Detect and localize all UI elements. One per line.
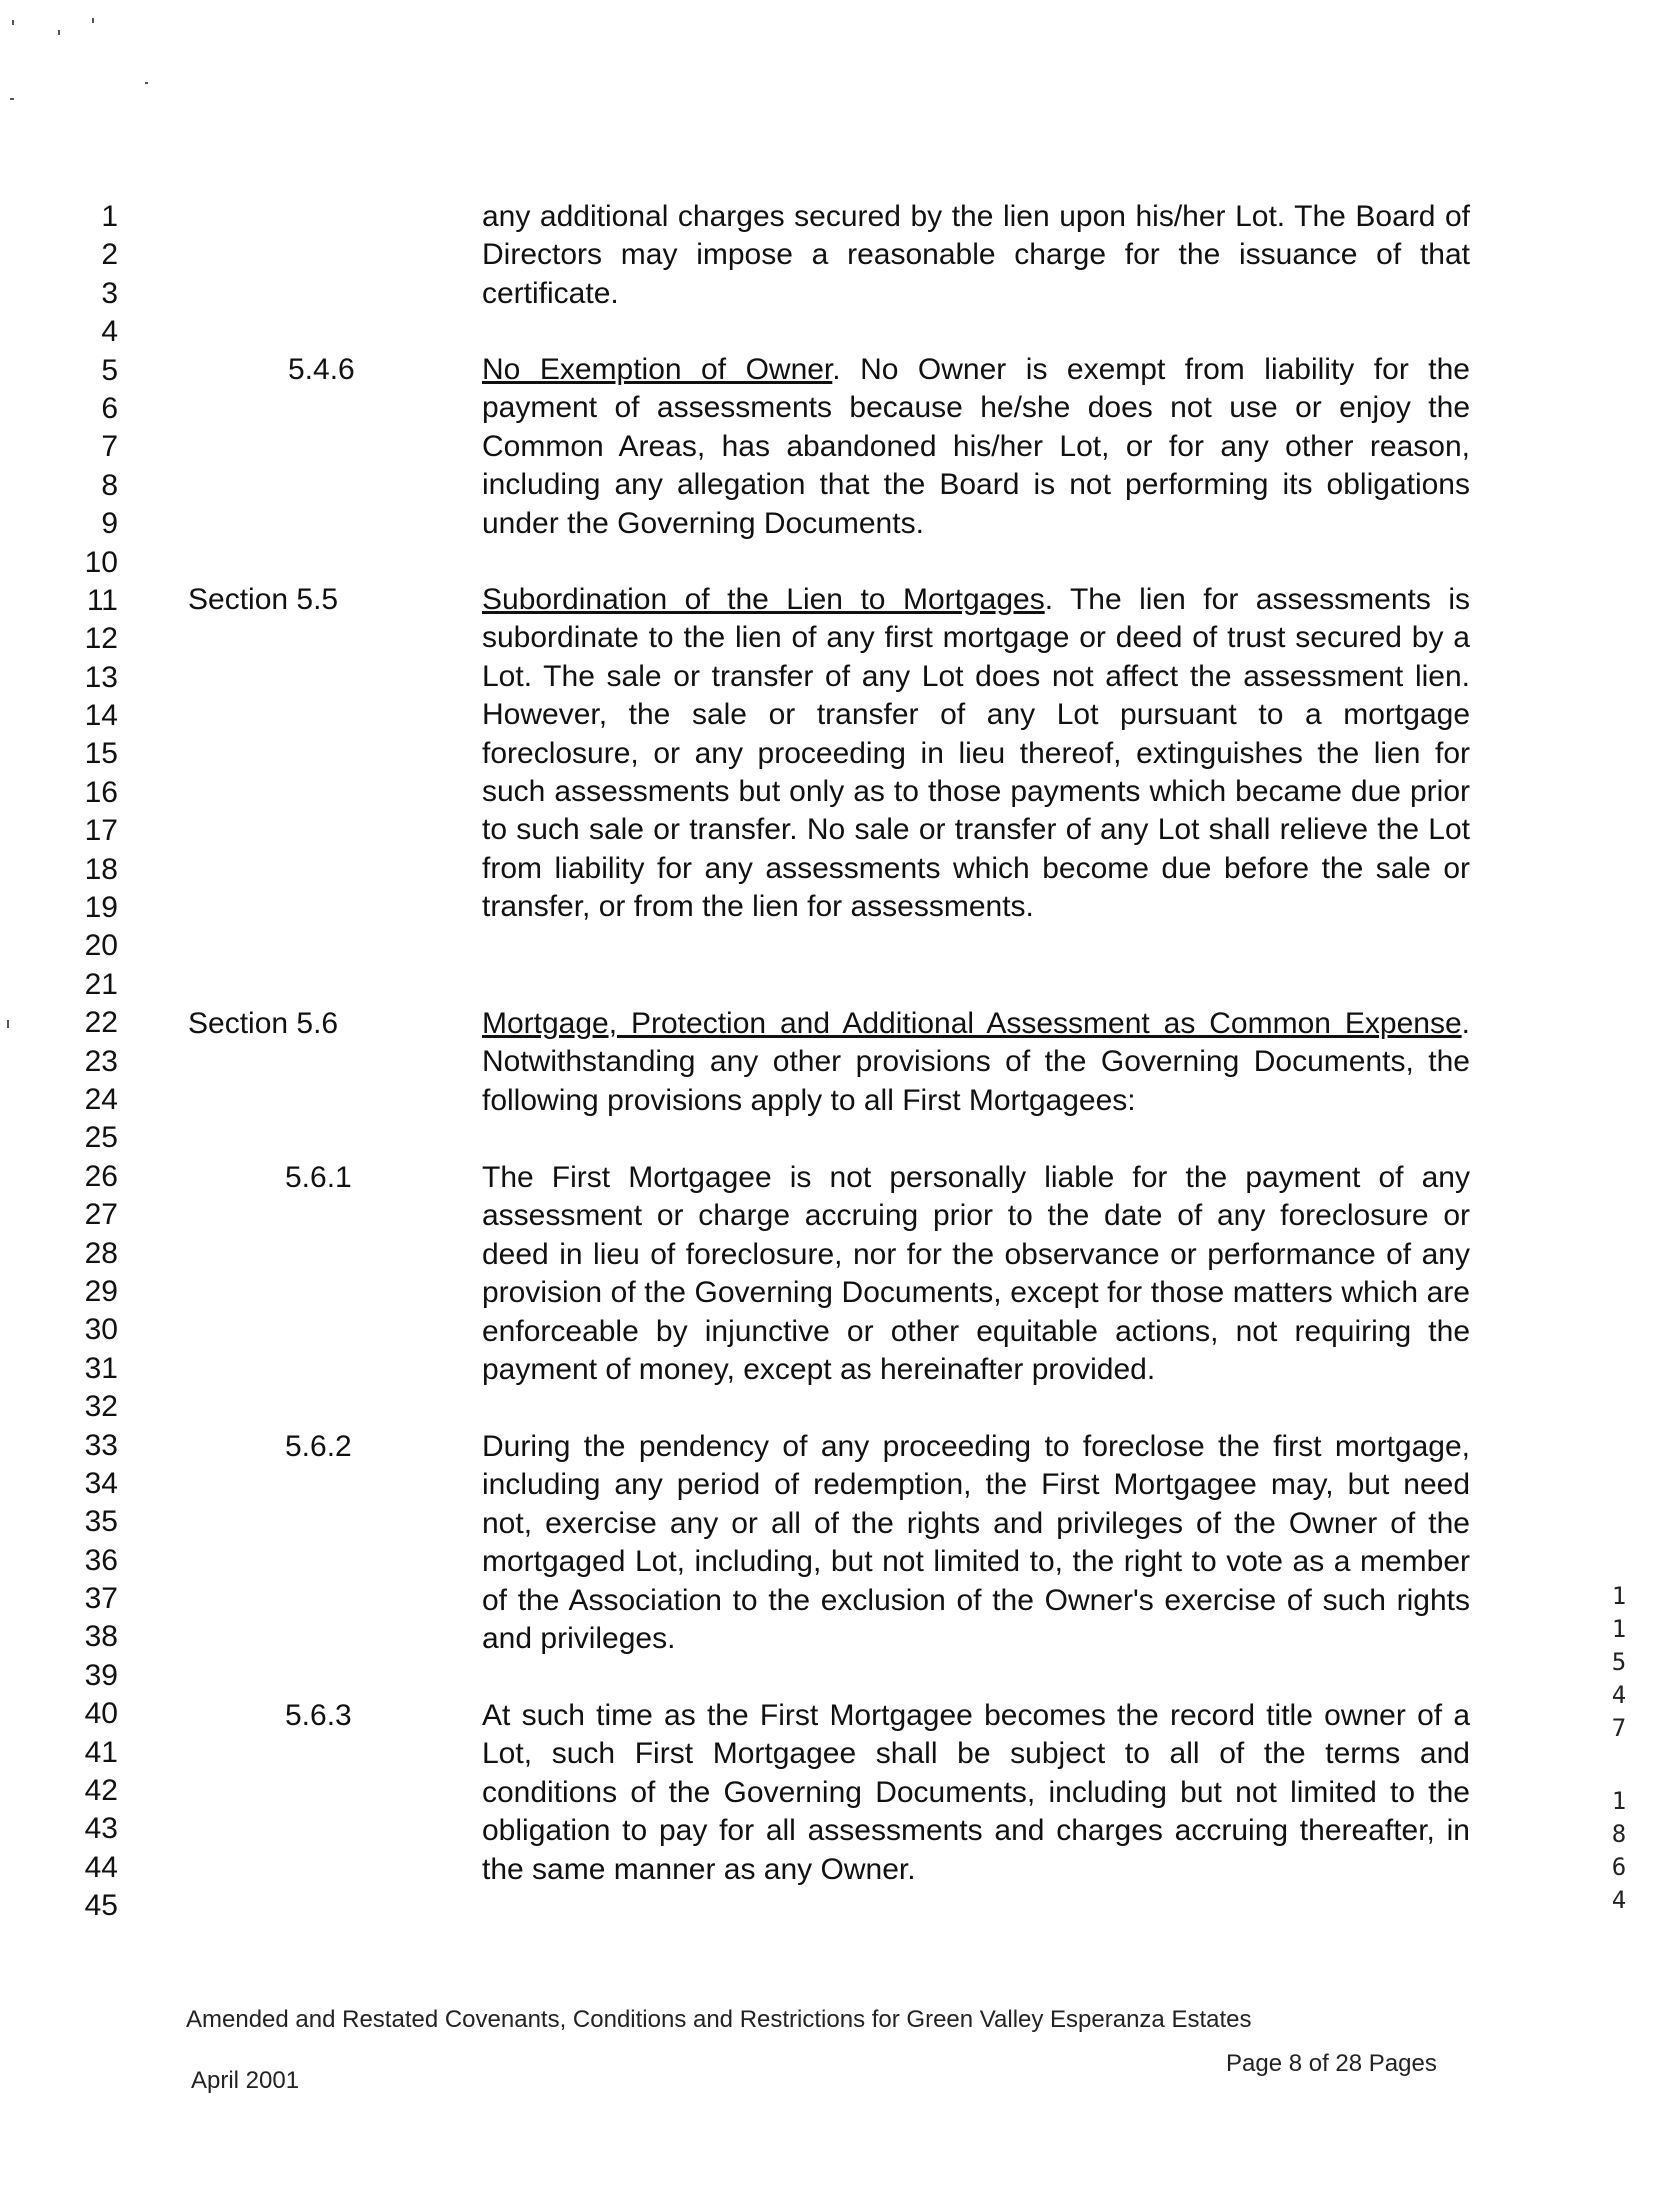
paragraph-5-6-1: The First Mortgagee is not personally liable for the payment of any assessment or charge accruing prior to the date of any foreclosure or deed in lieu of foreclosure, nor for the observance or performance of any provision of the Governing Documents, except for those matters which are enforceable by injunctive or other equitable actions, not requiring the payment of money, except as hereinafter provided.	[482, 1161, 1470, 1387]
scan-speck	[12, 20, 14, 25]
line-number: 29	[84, 1274, 118, 1308]
line-number: 10	[84, 545, 118, 579]
line-number: 16	[84, 775, 118, 809]
recording-stamp	[1608, 1580, 1630, 1917]
section-label-5-6-3: 5.6.3	[285, 1699, 352, 1732]
stamp-digit: 1	[1611, 1615, 1627, 1643]
scan-speck	[58, 30, 60, 35]
line-number: 6	[101, 391, 118, 425]
stamp-gap	[1608, 1745, 1630, 1785]
line-number: 43	[84, 1812, 118, 1846]
paragraph-5-6-3: At such time as the First Mortgagee becomes the record title owner of a Lot, such First Mortgagee shall be subject to all of the terms and conditions of the Governing Documents, including but not limited to the obligation to pay for all assessments and charges accruing thereafter, in the same manner as any Owner.	[482, 1699, 1470, 1886]
line-number: 3	[101, 276, 118, 310]
section-label-5-4-6: 5.4.6	[288, 353, 355, 386]
scan-speck	[145, 82, 148, 84]
line-number: 26	[84, 1159, 118, 1193]
stamp-digit: 1	[1611, 1582, 1627, 1610]
continuation-paragraph: any additional charges secured by the lien upon his/her Lot. The Board of Directors may impose a reasonable charge for the issuance of that certificate.	[482, 200, 1470, 310]
line-number: 30	[84, 1313, 118, 1347]
line-number: 45	[84, 1889, 118, 1923]
line-number: 36	[84, 1543, 118, 1577]
paragraph-title: Subordination of the Lien to Mortgages	[482, 583, 1045, 616]
line-number: 4	[101, 315, 118, 349]
line-number: 20	[84, 929, 118, 963]
scan-speck	[10, 98, 14, 100]
line-number: 15	[84, 737, 118, 771]
line-number: 8	[101, 468, 118, 502]
line-number: 11	[86, 583, 118, 617]
line-number: 28	[84, 1236, 118, 1270]
paragraph-5-4-6	[482, 351, 1470, 543]
line-number: 40	[84, 1697, 118, 1731]
line-number: 1	[101, 200, 118, 233]
stamp-digit: 4	[1611, 1681, 1627, 1709]
stamp-digit: 6	[1611, 1853, 1627, 1881]
line-number: 35	[84, 1505, 118, 1539]
line-number: 41	[84, 1735, 118, 1769]
scan-speck	[92, 18, 94, 23]
line-number: 14	[84, 699, 118, 733]
line-number: 25	[84, 1121, 118, 1155]
line-number: 42	[84, 1774, 118, 1808]
line-number: 17	[84, 814, 118, 848]
line-number: 32	[84, 1390, 118, 1424]
scan-speck	[7, 1020, 9, 1028]
paragraph-body: . No Owner is exempt from liability for the payment of assessments because he/she does not use or enjoy the Common Areas, has abandoned his/her Lot, or for any other reason, including any allegation that the Board is not performing its obligations under the Governing Documents.	[482, 353, 1470, 540]
line-number: 27	[84, 1198, 118, 1232]
line-number: 33	[84, 1428, 118, 1462]
line-number: 9	[101, 507, 118, 541]
line-number: 22	[84, 1006, 118, 1040]
line-number: 44	[84, 1850, 118, 1884]
paragraph-5-6	[482, 1005, 1470, 1120]
line-number: 12	[84, 622, 118, 656]
paragraph-body: . Notwithstanding any other provisions of the Governing Documents, the following provisions apply to all First Mortgagees:	[482, 1007, 1470, 1117]
paragraph-5-5	[482, 581, 1470, 927]
section-label-5-6: Section 5.6	[188, 1007, 339, 1040]
line-number: 37	[84, 1582, 118, 1616]
paragraph-title: No Exemption of Owner	[482, 353, 833, 386]
paragraph-5-6-2: During the pendency of any proceeding to foreclose the first mortgage, including any period of redemption, the First Mortgagee may, but need not, exercise any or all of the rights and privileges of the Owner of the mortgaged Lot, including, but not limited to, the right to vote as a member of the Association to the exclusion of the Owner's exercise of such rights and privileges.	[482, 1430, 1470, 1656]
stamp-digit: 5	[1611, 1648, 1627, 1676]
stamp-digit: 8	[1611, 1820, 1627, 1848]
line-number: 18	[84, 852, 118, 886]
line-number: 38	[84, 1620, 118, 1654]
paragraph-body: . The lien for assessments is subordinate to the lien of any first mortgage or deed of trust secured by a Lot. The sale or transfer of any Lot does not affect the assessment lien. However, the sale or transfer of any Lot pursuant to a mortgage foreclosure, or any proceeding in lieu thereof, extinguishes the lien for such assessments but only as to those payments which became due prior to such sale or transfer. No sale or transfer of any Lot shall relieve the Lot from liability for any assessments which become due before the sale or transfer, or from the lien for assessments.	[482, 583, 1470, 924]
line-number: 24	[84, 1082, 118, 1116]
line-number: 7	[101, 430, 118, 464]
line-number: 5	[101, 353, 118, 387]
footer-page-number: Page 8 of 28 Pages	[1226, 2050, 1437, 2077]
line-number: 2	[101, 238, 118, 272]
section-label-5-6-2: 5.6.2	[285, 1430, 352, 1463]
section-label-5-6-1: 5.6.1	[285, 1161, 352, 1194]
stamp-digit: 1	[1611, 1787, 1627, 1815]
line-number: 34	[84, 1466, 118, 1500]
stamp-digit: 4	[1611, 1886, 1627, 1914]
line-number: 21	[84, 967, 118, 1001]
line-number: 39	[84, 1658, 118, 1692]
paragraph-title: Mortgage, Protection and Additional Assessment as Common Expense	[482, 1007, 1462, 1040]
line-number: 31	[84, 1351, 118, 1385]
line-number: 19	[84, 891, 118, 925]
line-number: 13	[84, 660, 118, 694]
stamp-digit: 7	[1611, 1714, 1627, 1742]
footer-document-title: Amended and Restated Covenants, Conditions and Restrictions for Green Valley Esperanza Estates	[186, 2006, 1252, 2033]
section-label-5-5: Section 5.5	[188, 583, 339, 616]
footer-date: April 2001	[191, 2067, 300, 2094]
line-number: 23	[84, 1044, 118, 1078]
line-numbers	[58, 198, 118, 1926]
